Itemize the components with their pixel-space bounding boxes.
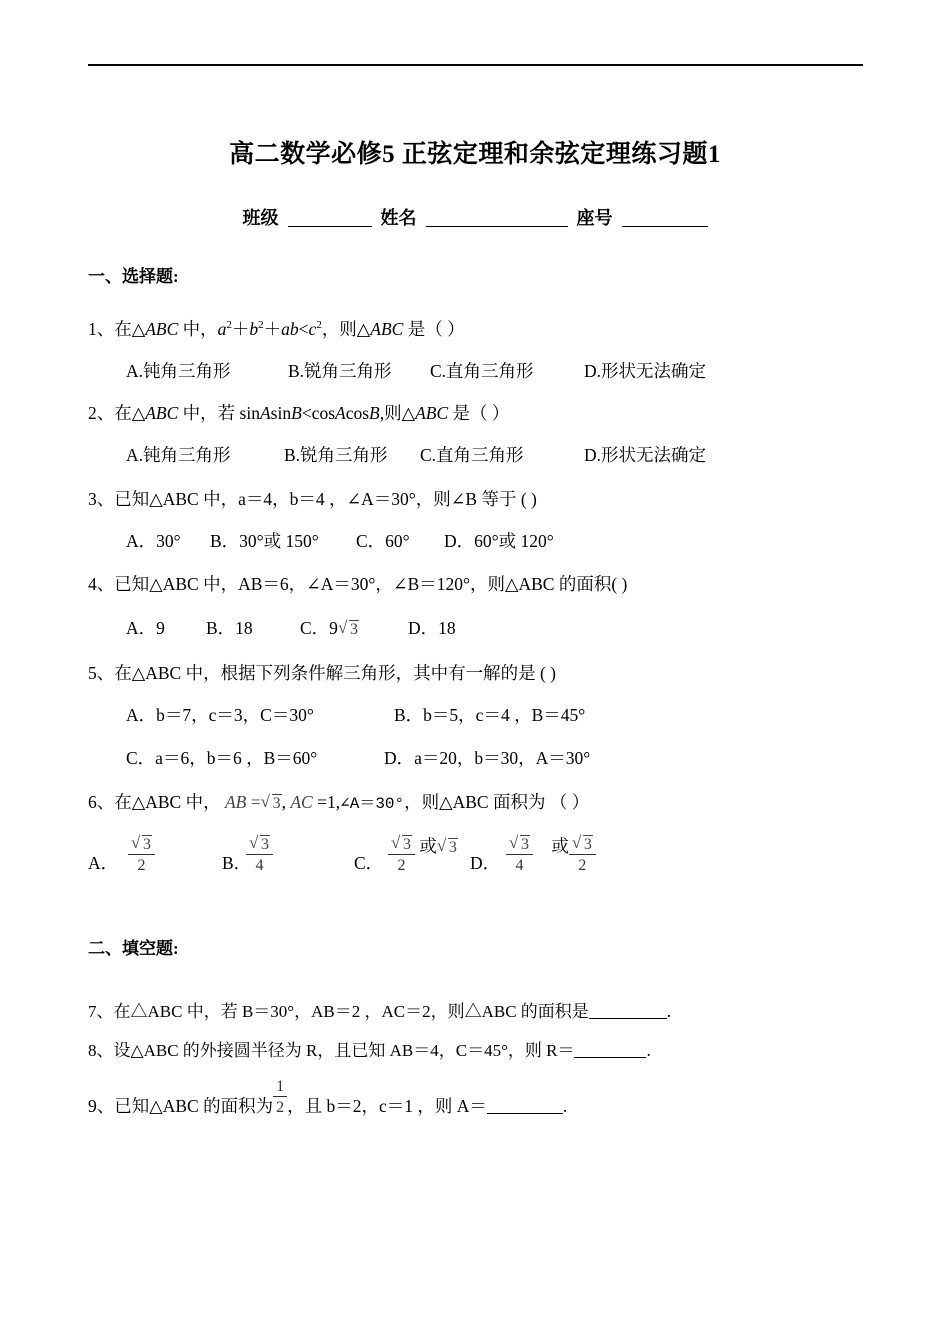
seat-blank[interactable] xyxy=(622,208,708,227)
option-b[interactable]: B.锐角三角形 xyxy=(288,361,392,381)
option-c[interactable]: C.直角三角形 xyxy=(420,445,524,465)
option-b[interactable]: B.锐角三角形 xyxy=(284,445,388,465)
question-5: 5、在△ABC 中，根据下列条件解三角形，其中有一解的是 ( ) xyxy=(88,663,556,683)
option-a-label: A． xyxy=(88,853,119,873)
option-c[interactable]: C.直角三角形 xyxy=(430,361,534,381)
option-a[interactable]: √ 3 2 xyxy=(128,836,155,875)
name-label: 姓名 xyxy=(380,208,417,228)
option-d[interactable]: √ 3 4 或 √ 3 2 xyxy=(506,836,596,875)
option-a[interactable]: A．b＝7，c＝3，C＝30° xyxy=(126,705,314,725)
option-b[interactable]: B．18 xyxy=(206,618,253,638)
page-title: 高二数学必修5 正弦定理和余弦定理练习题1 xyxy=(229,141,721,168)
fraction-one-half: $\frac{1}{2}$ xyxy=(273,1078,287,1117)
option-c[interactable]: √ 3 2 或 √ 3 xyxy=(388,836,458,875)
student-info-line xyxy=(0,204,950,230)
option-a[interactable]: A.钝角三角形 xyxy=(126,361,231,381)
question-8: 8、设△ABC 的外接圆半径为 R，且已知 AB＝4，C＝45°，则 R＝ . xyxy=(88,1040,651,1060)
option-d[interactable]: D.形状无法确定 xyxy=(584,445,707,465)
option-a[interactable]: A.钝角三角形 xyxy=(126,445,231,465)
name-blank[interactable] xyxy=(426,208,568,227)
option-c-label: C． xyxy=(354,853,384,873)
answer-blank[interactable] xyxy=(487,1097,563,1114)
option-d[interactable]: D．60°或 120° xyxy=(444,531,554,551)
class-blank[interactable] xyxy=(288,208,372,227)
answer-blank[interactable] xyxy=(589,1002,667,1019)
option-b[interactable]: √ 3 4 xyxy=(246,836,273,875)
question-1: 1、在△ABC 中，$a^2+b^2+ab<c^2$，则△ABC 是（ ） xyxy=(88,319,465,339)
question-3: 3、已知△ABC 中，a＝4，b＝4 ，∠A＝30°，则∠B 等于 ( ) xyxy=(88,489,537,509)
option-d-label: D． xyxy=(470,853,501,873)
option-d[interactable]: D.形状无法确定 xyxy=(584,361,707,381)
class-label: 班级 xyxy=(242,208,279,228)
question-9: 9、已知△ABC 的面积为 $\frac{1}{2}$ ，且 b＝2，c＝1 ，则 A＝ . xyxy=(88,1078,568,1116)
question-7: 7、在△ABC 中，若 B＝30°，AB＝2 ，AC＝2，则△ABC 的面积是 . xyxy=(88,1001,672,1021)
option-c[interactable]: C．60° xyxy=(356,531,410,551)
section-choice-heading: 一、选择题: xyxy=(88,267,179,286)
option-b-label: B． xyxy=(222,853,252,873)
option-c[interactable]: C．a＝6，b＝6 ，B＝60° xyxy=(126,748,318,768)
option-c[interactable]: C．9 √ 3 xyxy=(300,618,358,638)
option-b[interactable]: B．b＝5，c＝4 ，B＝45° xyxy=(394,705,586,725)
option-a[interactable]: A．30° xyxy=(126,531,181,551)
option-d[interactable]: D．18 xyxy=(408,618,456,638)
section-fill-heading: 二、填空题: xyxy=(88,939,179,958)
question-4: 4、已知△ABC 中，AB＝6，∠A＝30°，∠B＝120°，则△ABC 的面积( ) xyxy=(88,574,628,594)
header-rule xyxy=(88,64,863,66)
option-b[interactable]: B．30°或 150° xyxy=(210,531,319,551)
question-2: 2、在△ABC 中，若 sinAsinB<cosAcosB,则△ABC 是（ ） xyxy=(88,403,510,423)
question-6: 6、在△ABC 中， AB = √ 3, AC =1,∠A＝30°，则△ABC 面积为 （ ） xyxy=(88,792,590,813)
option-a[interactable]: A．9 xyxy=(126,618,165,638)
seat-label: 座号 xyxy=(576,208,613,228)
question-6-options xyxy=(88,833,788,888)
answer-blank[interactable] xyxy=(574,1041,646,1058)
sqrt-symbol: √ 3 xyxy=(337,618,358,638)
option-d[interactable]: D．a＝20，b＝30，A＝30° xyxy=(384,748,591,768)
